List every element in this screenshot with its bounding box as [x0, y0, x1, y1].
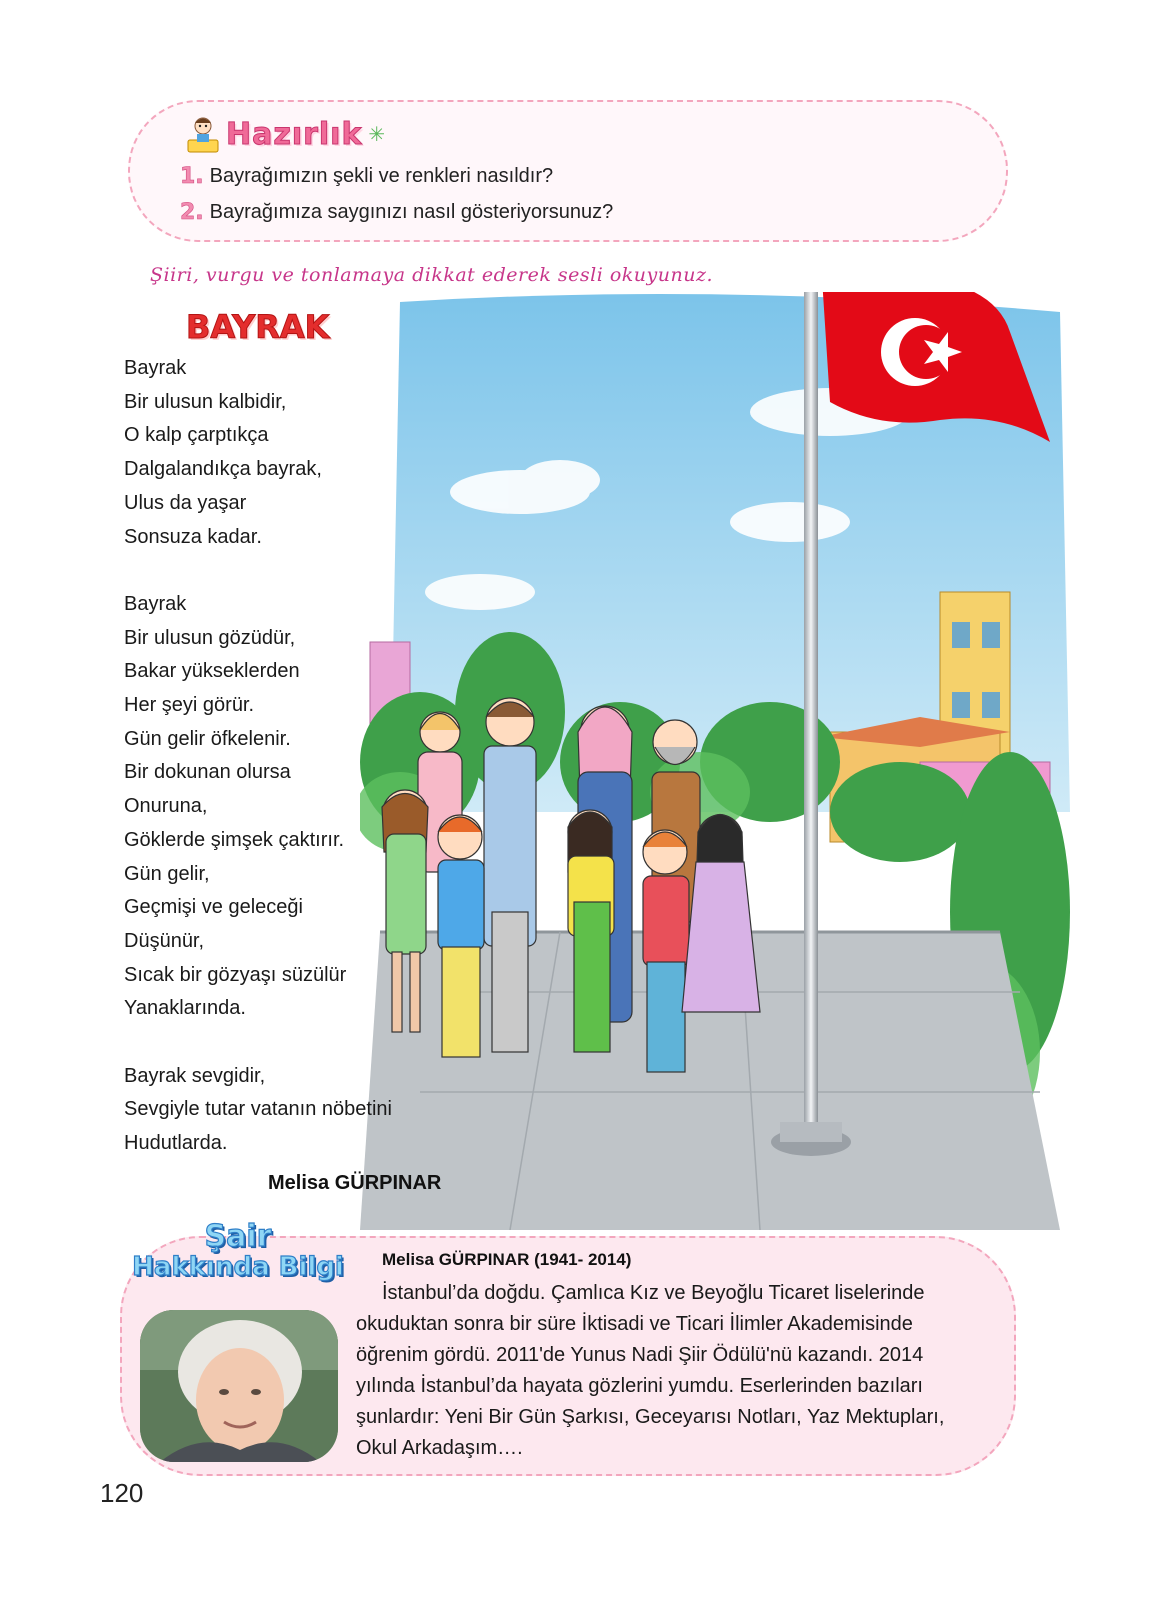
- question-1-number: 1.: [180, 164, 204, 189]
- poem-title: BAYRAK: [186, 308, 330, 346]
- question-2-number: 2.: [180, 200, 204, 225]
- poem-line: Sonsuza kadar.: [124, 525, 262, 548]
- preparation-title: [186, 112, 385, 156]
- poem-line: Sıcak bir gözyaşı süzülür: [124, 963, 347, 986]
- poem-stanza-3: [124, 1060, 434, 1161]
- poem-line: O kalp çarptıkça: [124, 424, 269, 447]
- poem-line: Dalgalandıkça bayrak,: [124, 458, 322, 481]
- question-2: [180, 200, 613, 225]
- poem-line: Düşünür,: [124, 929, 205, 952]
- sparkle-icon: ✳: [368, 123, 386, 146]
- page-number: 120: [100, 1478, 144, 1508]
- flag-ceremony-illustration: [360, 292, 1080, 1230]
- poem-body: [124, 352, 434, 1195]
- kid-drawing-icon: [186, 114, 220, 154]
- poem-line: Ulus da yaşar: [124, 491, 247, 514]
- poem-line: Gün gelir öfkelenir.: [124, 727, 291, 750]
- poem-line: Gün gelir,: [124, 862, 210, 885]
- poem-line: Bayrak: [124, 592, 187, 615]
- poet-info-heading-line2: Hakkında Bilgi: [132, 1252, 344, 1282]
- poet-portrait: [140, 1310, 338, 1462]
- preparation-title-text: Hazırlık: [226, 116, 363, 152]
- question-1: [180, 164, 553, 189]
- poem-line: Bayrak: [124, 357, 187, 379]
- poet-photo: [140, 1310, 338, 1462]
- poem-line: Göklerde şimşek çaktırır.: [124, 828, 345, 851]
- poet-info-bio: İstanbul’da doğdu. Çamlıca Kız ve Beyoğlu Ticaret liselerinde okuduktan sonra bir süre İktisadi ve Ticari İlimler Akademisinde öğrenim gördü. 2011'de Yunus Nadi Şiir Ödülü'nü kazandı. 2014 yılında İstanbul’da hayata gözlerini yumdu. Eserlerinden bazıları şunlardır: Yeni Bir Gün Şarkısı, Geceyarısı Notları, Yaz Mektupları, Okul Arkadaşım….: [356, 1282, 945, 1459]
- poem-line: Sevgiyle tutar vatanın nöbetini: [124, 1098, 392, 1121]
- poem-line: Bayrak sevgidir,: [124, 1064, 266, 1087]
- flag-pole: [804, 292, 818, 1142]
- poem-line: Bakar yükseklerden: [124, 660, 300, 683]
- poem-line: Onuruna,: [124, 795, 208, 818]
- poem-line: Bir dokunan olursa: [124, 761, 291, 784]
- poem-stanza-1: [124, 352, 434, 554]
- poem-line: Geçmişi ve geleceği: [124, 896, 303, 919]
- poet-info-heading-line1: Şair: [204, 1219, 272, 1254]
- poem-line: Bir ulusun kalbidir,: [124, 390, 287, 413]
- poem-line: Her şeyi görür.: [124, 694, 255, 717]
- poet-info-name: Melisa GÜRPINAR (1941- 2014): [382, 1250, 632, 1269]
- question-2-text: Bayrağımıza saygınızı nasıl gösteriyorsunuz?: [209, 201, 614, 223]
- question-1-text: Bayrağımızın şekli ve renkleri nasıldır?: [209, 165, 554, 187]
- reading-instruction: Şiiri, vurgu ve tonlamaya dikkat ederek sesli okuyunuz.: [150, 264, 713, 286]
- poem-line: Hudutlarda.: [124, 1132, 228, 1155]
- poem-line: Yanaklarında.: [124, 997, 246, 1020]
- poem-stanza-2: [124, 588, 434, 1026]
- poet-info-heading: [128, 1219, 348, 1282]
- poem-line: Bir ulusun gözüdür,: [124, 626, 296, 649]
- poem-author: Melisa GÜRPINAR: [268, 1172, 442, 1194]
